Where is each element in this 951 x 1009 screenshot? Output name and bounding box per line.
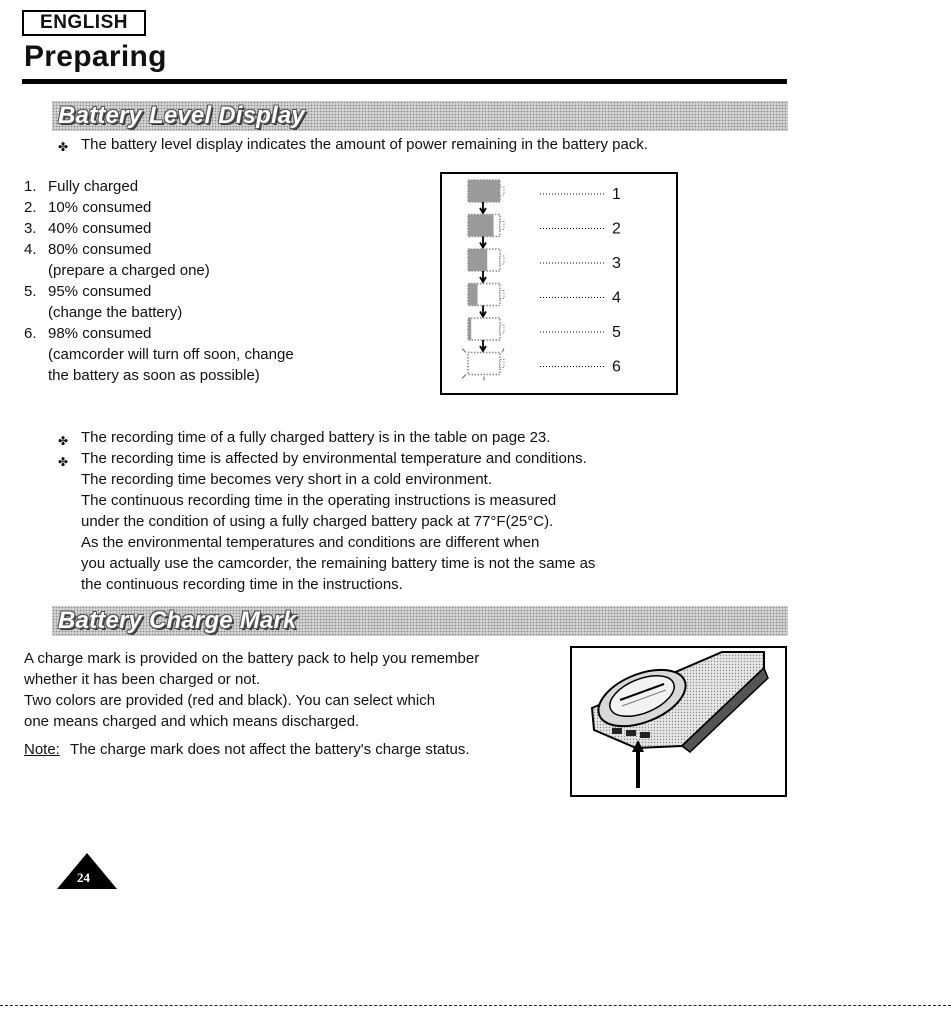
battery-icon [468, 284, 504, 306]
battery-level-label: 5 [612, 324, 621, 341]
bullet-icon: ✤ [58, 140, 69, 154]
charge-mark-paragraph [24, 648, 479, 732]
page-title: Preparing [24, 40, 167, 73]
page-number: 24 [77, 870, 90, 885]
down-arrow-icon [480, 237, 486, 248]
paragraph-line: one means charged and which means discharged. [24, 713, 360, 730]
bullet-icon: ✤ [58, 434, 69, 448]
note-line: As the environmental temperatures and conditions are different when [81, 534, 540, 551]
list-item: 6. 98% consumed [24, 325, 152, 342]
note-line: The continuous recording time in the operating instructions is measured [81, 492, 557, 509]
down-arrow-icon [480, 340, 486, 351]
note-paragraph [81, 448, 595, 595]
battery-charge-mark-illustration [570, 646, 787, 797]
list-item: 2. 10% consumed [24, 199, 152, 216]
battery-level-label: 4 [612, 289, 621, 307]
footer-rule [0, 1005, 951, 1006]
battery-icon [468, 215, 504, 237]
note-line: The recording time is affected by environmental temperature and conditions. [81, 450, 587, 467]
bullet-icon: ✤ [58, 455, 69, 469]
note-line: under the condition of using a fully charged battery pack at 77°F(25°C). [81, 513, 554, 530]
note-text: The charge mark does not affect the battery's charge status. [70, 741, 470, 758]
battery-level-diagram [440, 172, 678, 395]
down-arrow-icon [480, 202, 486, 213]
battery-level-diagram-svg [442, 174, 676, 393]
list-item-note: (prepare a charged one) [48, 262, 210, 279]
battery-icon [468, 249, 504, 271]
down-arrow-icon [480, 271, 486, 282]
battery-level-label: 2 [612, 220, 621, 238]
battery-pack-icon [572, 648, 785, 795]
battery-icon [468, 180, 504, 202]
battery-level-label: 3 [612, 255, 621, 272]
paragraph-line: A charge mark is provided on the battery pack to help you remember [24, 650, 480, 667]
list-item: 3. 40% consumed [24, 220, 152, 237]
page-number-badge [57, 853, 117, 889]
list-item-note: the battery as soon as possible) [48, 367, 260, 384]
note-label: Note: [24, 741, 60, 758]
note-line: the continuous recording time in the instructions. [81, 576, 403, 593]
paragraph-line: Two colors are provided (red and black). You can select which [24, 692, 436, 709]
battery-level-heading: Battery Level Display [58, 102, 305, 129]
list-item-note: (camcorder will turn off soon, change [48, 346, 294, 363]
list-item: 5. 95% consumed [24, 283, 152, 300]
battery-level-list [24, 176, 424, 386]
list-item: 4. 80% consumed [24, 241, 152, 258]
note-line: you actually use the camcorder, the remaining battery time is not the same as [81, 555, 596, 572]
charge-mark-heading: Battery Charge Mark [58, 607, 297, 634]
note-line: The recording time becomes very short in a cold environment. [81, 471, 493, 488]
battery-level-label: 1 [612, 186, 621, 203]
battery-level-heading-band [52, 101, 788, 131]
charge-mark-heading-band [52, 606, 788, 636]
charge-mark-note [24, 739, 470, 760]
paragraph-line: whether it has been charged or not. [24, 671, 260, 688]
battery-icon [468, 318, 504, 340]
list-item-note: (change the battery) [48, 304, 183, 321]
language-label: ENGLISH [22, 10, 146, 36]
title-rule [22, 79, 787, 84]
battery-icon [462, 349, 504, 381]
list-item: 1. Fully charged [24, 178, 139, 195]
battery-level-intro: The battery level display indicates the amount of power remaining in the battery pack. [81, 136, 648, 153]
note-line: The recording time of a fully charged battery is in the table on page 23. [81, 429, 551, 446]
down-arrow-icon [480, 306, 486, 317]
battery-level-label: 6 [612, 358, 621, 376]
